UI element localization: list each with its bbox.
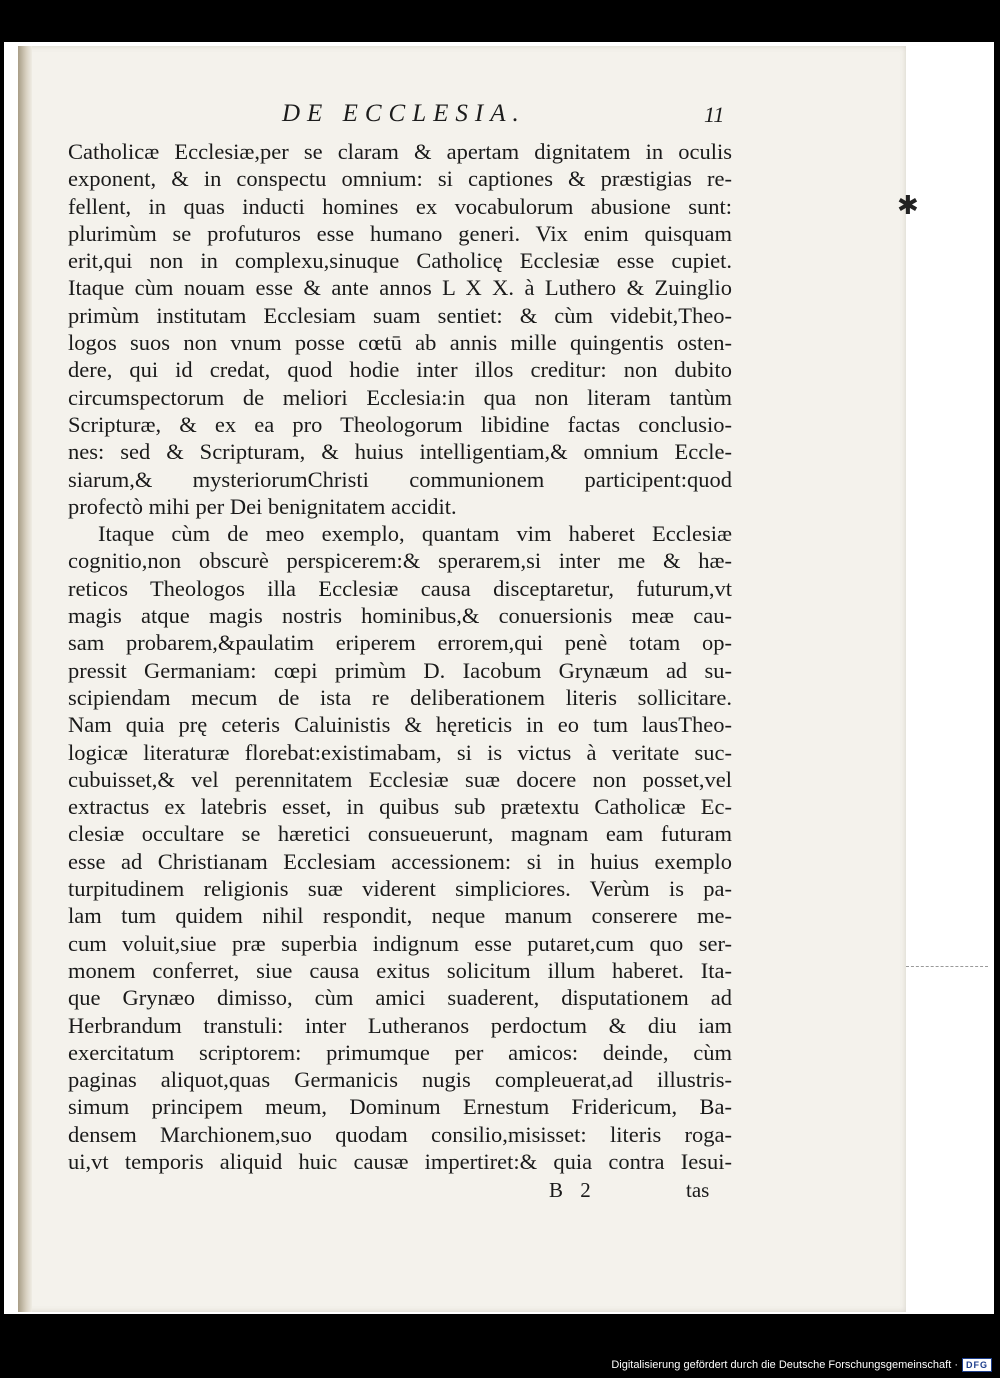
text-line: nes: sed & Scripturam, & huius intelligentiam,& omnium Eccle-	[68, 439, 732, 465]
text-line: turpitudinem religionis suæ viderent simpliciores. Verùm is pa-	[68, 876, 732, 902]
body-text	[68, 138, 732, 1175]
text-line: extractus ex latebris esset, in quibus sub prætextu Catholicæ Ec-	[68, 794, 732, 820]
text-line: lam tum quidem nihil respondit, neque manum conserere me-	[68, 903, 732, 929]
text-line: fellent, in quas inducti homines ex vocabulorum abusione sunt:	[68, 193, 732, 219]
text-line: circumspectorum de meliori Ecclesia:in qua non literam tantùm	[68, 384, 732, 410]
text-line: primùm institutam Ecclesiam suam sentiet: & cùm videbit,Theo-	[68, 302, 732, 328]
text-line: erit,qui non in complexu,sinuque Catholicę Ecclesiæ esse cupiet.	[68, 248, 732, 274]
catchword: tas	[686, 1178, 710, 1202]
signature-mark: B 2	[549, 1178, 597, 1202]
text-line: magis atque magis nostris hominibus,& conuersionis meæ cau-	[68, 603, 732, 629]
text-line: siarum,& mysteriorumChristi communionem participent:quod	[68, 466, 732, 492]
text-line: clesiæ occultare se hæretici consueuerunt, magnam eam futuram	[68, 821, 732, 847]
text-line: pressit Germaniam: cœpi primùm D. Iacobum Grynæum ad su-	[68, 657, 732, 683]
text-line: cubuisset,& vel perennitatem Ecclesiæ suæ docere non posset,vel	[68, 766, 732, 792]
text-line: paginas aliquot,quas Germanicis nugis compleuerat,ad illustris-	[68, 1067, 732, 1093]
text-line: que Grynæo dimisso, cùm amici suaderent, disputationem ad	[68, 985, 732, 1011]
dfg-logo: DFG	[962, 1358, 992, 1372]
text-line: Catholicæ Ecclesiæ,per se claram & apertam dignitatem in oculis	[68, 139, 732, 164]
text-line: scipiendam mecum de ista re deliberationem literis sollicitare.	[68, 684, 732, 710]
text-line: simum principem meum, Dominum Ernestum Fridericum, Ba-	[68, 1094, 732, 1120]
funding-credit: Digitalisierung gefördert durch die Deutsche Forschungsgemeinschaft ·	[611, 1359, 958, 1371]
digitization-footer	[611, 1356, 992, 1374]
text-line: Scripturæ, & ex ea pro Theologorum libidine factas conclusio-	[68, 411, 732, 437]
right-scan-margin	[906, 42, 994, 1314]
text-line: monem conferret, siue causa exitus solicitum illum haberet. Ita-	[68, 957, 732, 983]
text-line: Nam quia prę ceteris Caluinistis & hęreticis in eo tum lausTheo-	[68, 712, 732, 738]
text-line: Herbrandum transtuli: inter Lutheranos perdoctum & diu iam	[68, 1012, 732, 1038]
text-line: plurimùm se profuturos esse humano generi. Vix enim quisquam	[68, 220, 732, 246]
text-line: ui,vt temporis aliquid huic causæ impertiret:& quia contra Iesui-	[68, 1148, 732, 1174]
running-head-title: DE ECCLESIA.	[282, 100, 526, 127]
text-line: profectò mihi per Dei benignitatem accidit.	[68, 493, 457, 519]
text-line: Itaque cùm nouam esse & ante annos L X X. à Luthero & Zuinglio	[68, 275, 732, 301]
margin-dash-rule	[906, 966, 988, 967]
text-line: densem Marchionem,suo quodam consilio,misisset: literis roga-	[68, 1121, 732, 1147]
margin-asterisk-icon: ✱	[897, 191, 919, 220]
text-line: sam probarem,&paulatim eriperem errorem,qui penè totam op-	[68, 630, 732, 656]
text-line: logos suos non vnum posse cœtū ab annis mille quingentis osten-	[68, 330, 732, 356]
running-head	[0, 100, 1000, 130]
text-line: logicæ literaturæ florebat:existimabam, si is victus à veritate suc-	[68, 739, 732, 765]
text-line: exponent, & in conspectu omnium: si captiones & præstigias re-	[68, 166, 732, 192]
text-line: Itaque cùm de meo exemplo, quantam vim haberet Ecclesiæ	[98, 521, 732, 547]
text-line: cognitio,non obscurè perspicerem:& sperarem,si inter me & hæ-	[68, 548, 732, 574]
text-line: dere, qui id credat, quod hodie inter illos creditur: non dubito	[68, 357, 732, 383]
text-line: cum voluit,siue præ superbia indignum esse putaret,cum quo ser-	[68, 930, 732, 956]
binding-gutter	[18, 46, 32, 1312]
page-number: 11	[704, 102, 725, 127]
text-line: exercitatum scriptorem: primumque per amicos: deinde, cùm	[68, 1039, 732, 1065]
text-line: esse ad Christianam Ecclesiam accessionem: si in huius exemplo	[68, 848, 732, 874]
text-line: reticos Theologos illa Ecclesiæ causa disceptaretur, futurum,vt	[68, 575, 732, 601]
